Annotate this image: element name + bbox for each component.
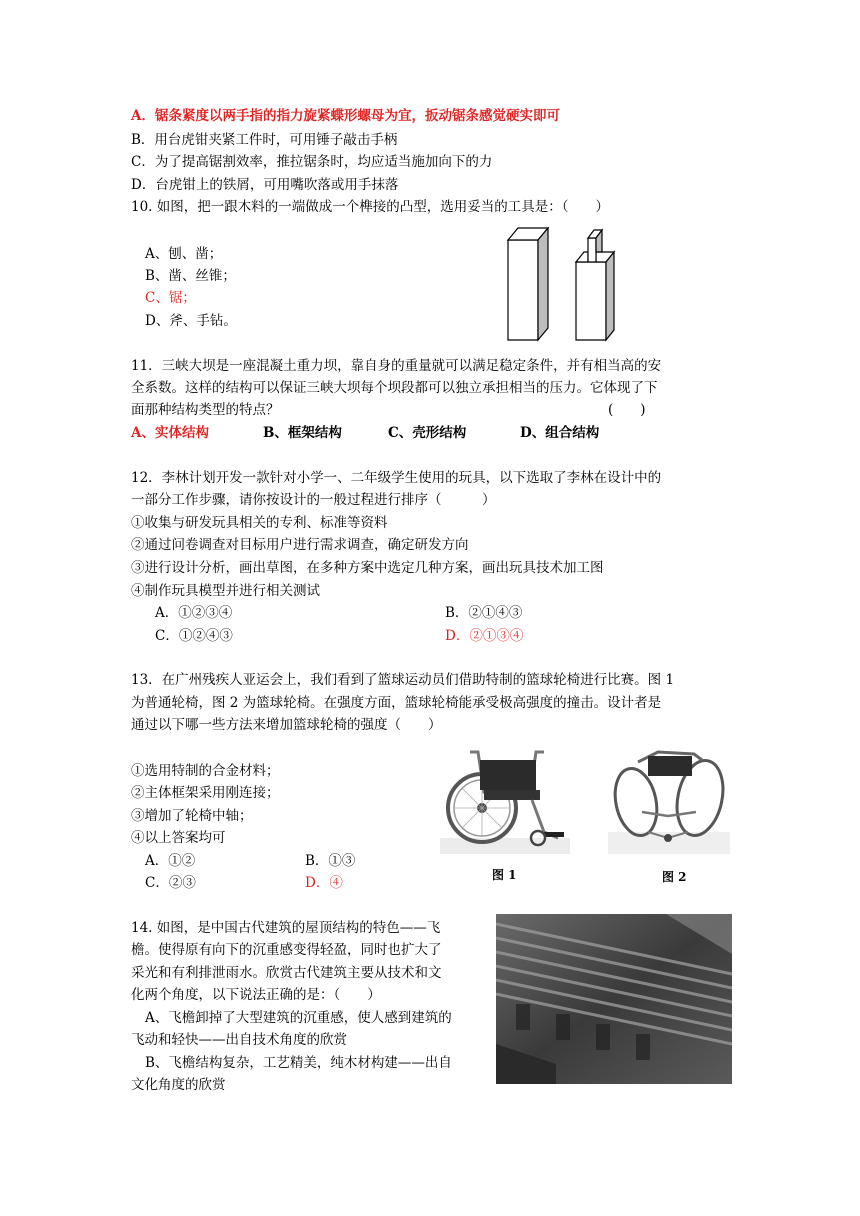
q13-item-2: ②主体框架采用刚连接； [131,785,280,801]
q13-item-1: ①选用特制的合金材料； [131,763,280,779]
q12-step-3: ③进行设计分析，画出草图，在多种方案中选定几种方案，画出玩具技术加工图 [131,560,604,576]
q13-option-d: D．④ [305,875,343,891]
q9-option-c: C．为了提高锯割效率，推拉锯条时，均应适当施加向下的力 [131,154,493,170]
q13-option-b: B．①③ [305,853,356,869]
q9-option-a: A．锯条紧度以两手指的指力旋紧蝶形螺母为宜，扳动锯条感觉硬实即可 [131,108,560,124]
q11-line-3: 面那种结构类型的特点？ [131,402,280,418]
q14-line-4: 化两个角度，以下说法正确的是：（ ） [131,987,381,1003]
q14-line-1: 14. 如图，是中国古代建筑的屋顶结构的特色——飞 [131,920,441,936]
q13-item-3: ③增加了轮椅中轴； [131,808,253,824]
q11-option-c: C、壳形结构 [388,425,467,441]
q10-option-b: B、凿、丝锥； [145,268,236,284]
figure-2-caption: 图 2 [662,870,687,884]
q11-option-a: A、实体结构 [131,425,209,441]
wood-block-figure [500,222,620,346]
q10-option-a: A、刨、凿； [145,246,223,262]
q12-option-c: C．①②④③ [155,628,233,644]
q12-step-2: ②通过问卷调查对目标用户进行需求调查，确定研发方向 [131,537,469,553]
q9-option-d: D．台虎钳上的铁屑，可用嘴吹落或用手抹落 [131,177,399,193]
q13-option-a: A．①② [145,853,196,869]
q12-step-4: ④制作玩具模型并进行相关测试 [131,583,320,599]
q12-option-a: A．①②③④ [155,605,233,621]
standard-wheelchair-image [440,742,570,854]
flying-eaves-photo [496,914,732,1084]
q13-item-4: ④以上答案均可 [131,830,226,846]
q12-option-d: D．②①③④ [445,628,524,644]
q11-line-1: 11．三峡大坝是一座混凝土重力坝，靠自身的重量就可以满足稳定条件，并有相当高的安 [131,358,662,374]
q11-option-b: B、框架结构 [263,425,342,441]
q12-step-1: ①收集与研发玩具相关的专利、标准等资料 [131,515,388,531]
q14-option-b-line-1: B、飞檐结构复杂，工艺精美，纯木材构建——出自 [145,1055,452,1071]
figure-1-caption: 图 1 [492,868,517,882]
q13-line-2: 为普通轮椅，图 2 为篮球轮椅。在强度方面，篮球轮椅能承受极高强度的撞击。设计者是 [131,695,662,711]
q9-option-b: B．用台虎钳夹紧工件时，可用锤子敲击手柄 [131,132,398,148]
q14-line-2: 檐。使得原有向下的沉重感变得轻盈，同时也扩大了 [131,942,442,958]
q13-line-3: 通过以下哪一些方法来增加篮球轮椅的强度（ ） [131,717,442,733]
q12-option-b: B．②①④③ [445,605,523,621]
q12-line-2: 一部分工作步骤，请你按设计的一般过程进行排序（ ） [131,492,496,508]
q10-option-d: D、斧、手钻。 [145,313,237,329]
q12-line-1: 12．李林计划开发一款针对小学一、二年级学生使用的玩具，以下选取了李林在设计中的 [131,470,662,486]
q13-line-1: 13．在广州残疾人亚运会上，我们看到了篮球运动员们借助特制的篮球轮椅进行比赛。图 1 [131,672,675,688]
q10-option-c: C、锯； [145,290,196,306]
q10-stem: 10. 如图，把一跟木料的一端做成一个榫接的凸型，选用妥当的工具是：（ ） [131,199,610,215]
q11-bracket: ( ) [608,402,646,418]
q14-option-b-line-2: 文化角度的欣赏 [131,1077,226,1093]
q14-line-3: 采光和有利排泄雨水。欣赏古代建筑主要从技术和文 [131,965,442,981]
q14-option-a-line-1: A、飞檐卸掉了大型建筑的沉重感，使人感到建筑的 [145,1010,452,1026]
q13-option-c: C．②③ [145,875,196,891]
q11-line-2: 全系数。这样的结构可以保证三峡大坝每个坝段都可以独立承担相当的压力。它体现了下 [131,380,658,396]
basketball-wheelchair-image [608,742,730,854]
q14-option-a-line-2: 飞动和轻快——出自技术角度的欣赏 [131,1032,347,1048]
q11-option-d: D、组合结构 [520,425,600,441]
